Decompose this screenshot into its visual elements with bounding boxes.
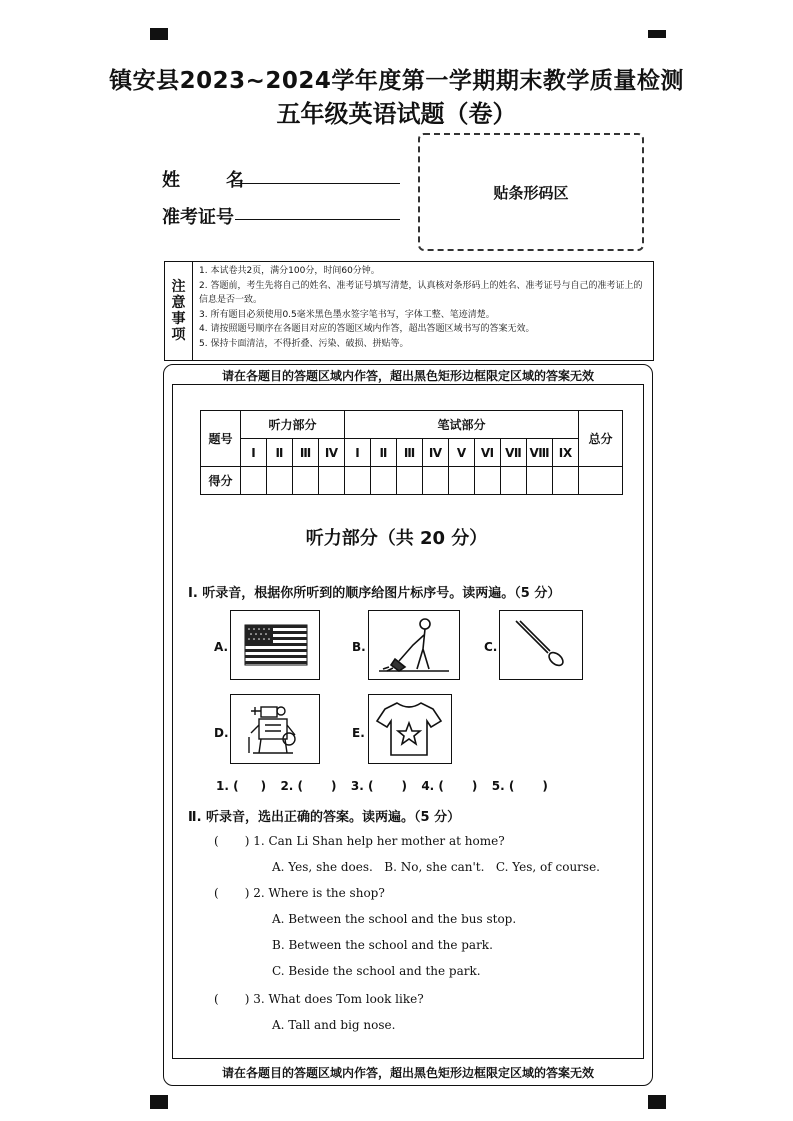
- spoon-icon: [499, 610, 583, 680]
- row-header-score: 得分: [201, 467, 241, 495]
- score-cell[interactable]: [553, 467, 579, 495]
- score-cell[interactable]: [293, 467, 319, 495]
- blank-5[interactable]: [492, 779, 548, 793]
- paren-open: (: [214, 886, 219, 900]
- score-cell[interactable]: [319, 467, 345, 495]
- q2-item-2: [214, 886, 634, 900]
- blank-open: 4. (: [421, 779, 444, 793]
- notes-heading-char: 事: [171, 311, 186, 327]
- listening-col: Ⅲ: [293, 439, 319, 467]
- writing-col: Ⅶ: [501, 439, 527, 467]
- answer-paren[interactable]: [214, 992, 249, 1006]
- writing-col: Ⅳ: [423, 439, 449, 467]
- robot-cooking-icon: [230, 694, 320, 764]
- name-label: 姓 名: [162, 170, 258, 191]
- blank-open: 2. (: [280, 779, 304, 793]
- answer-paren[interactable]: [214, 886, 249, 900]
- notes-heading-char: 意: [171, 295, 186, 311]
- paren-open: (: [214, 992, 219, 1006]
- barcode-area: [418, 133, 644, 251]
- paren-open: (: [214, 834, 219, 848]
- note-item: 5. 保持卡面清洁，不得折叠、污染、破损、拼贴等。: [199, 338, 409, 349]
- score-table: [200, 410, 623, 495]
- blank-close: ): [401, 779, 407, 793]
- notes-list: [199, 264, 649, 351]
- blank-open: 1. (: [216, 779, 239, 793]
- question-text: 1. Can Li Shan help her mother at home?: [253, 834, 505, 848]
- blank-close: ): [331, 779, 337, 793]
- barcode-label: 贴条形码区: [493, 183, 569, 202]
- notes-heading-char: 项: [171, 327, 186, 343]
- writing-col: Ⅷ: [527, 439, 553, 467]
- exam-title: 镇安县2023~2024学年度第一学期期末教学质量检测: [109, 68, 684, 94]
- listening-col: Ⅳ: [319, 439, 345, 467]
- q2-item-3: [214, 992, 634, 1006]
- corner-mark-top-right: [648, 30, 666, 38]
- corner-mark-top-left: [150, 28, 168, 40]
- score-cell[interactable]: [371, 467, 397, 495]
- blank-4[interactable]: [421, 779, 477, 793]
- sweeping-boy-icon: [368, 610, 460, 680]
- q2-item-2-option-b: B. Between the school and the park.: [272, 938, 493, 952]
- blank-2[interactable]: [280, 779, 336, 793]
- tshirt-star-icon: [368, 694, 452, 764]
- note-item: 2. 答题前，考生先将自己的姓名、准考证号填写清楚，认真核对条形码上的姓名、准考证号与自己的准考证上的信息是否一致。: [199, 280, 643, 305]
- corner-mark-bottom-left: [150, 1095, 168, 1109]
- q2-item-1-options: A. Yes, she does. B. No, she can't. C. Yes, of course.: [272, 860, 600, 874]
- writing-col: Ⅴ: [449, 439, 475, 467]
- notes-heading: [165, 262, 193, 360]
- question-text: 2. Where is the shop?: [253, 886, 385, 900]
- warning-bottom: 请在各题目的答题区域内作答，超出黑色矩形边框限定区域的答案无效: [221, 1066, 594, 1080]
- total-header: 总分: [579, 411, 623, 467]
- score-cell[interactable]: [579, 467, 623, 495]
- writing-col: Ⅲ: [397, 439, 423, 467]
- name-field[interactable]: [235, 182, 400, 184]
- score-cell[interactable]: [449, 467, 475, 495]
- listening-section-title: 听力部分（共 20 分）: [305, 528, 488, 549]
- pic-label-a: A.: [214, 640, 229, 654]
- note-item: 1. 本试卷共2页，满分100分，时间60分钟。: [199, 266, 380, 276]
- note-item: 3. 所有题目必须使用0.5毫米黑色墨水签字笔书写，字体工整、笔迹清楚。: [199, 309, 495, 320]
- score-cell[interactable]: [241, 467, 267, 495]
- warning-top: 请在各题目的答题区域内作答，超出黑色矩形边框限定区域的答案无效: [221, 369, 594, 383]
- blank-open: 3. (: [350, 779, 374, 793]
- paren-close: ): [244, 992, 250, 1006]
- writing-group-header: 笔试部分: [345, 411, 579, 439]
- score-cell[interactable]: [527, 467, 553, 495]
- q2-item-2-option-a: A. Between the school and the bus stop.: [272, 912, 517, 926]
- listening-group-header: 听力部分: [241, 411, 345, 439]
- writing-col: Ⅸ: [553, 439, 579, 467]
- corner-mark-bottom-right: [648, 1095, 666, 1109]
- notes-heading-char: 注: [171, 279, 186, 295]
- exam-subtitle: 五年级英语试题（卷）: [276, 100, 517, 128]
- score-cell[interactable]: [345, 467, 371, 495]
- note-item: 4. 请按照题号顺序在各题目对应的答题区域内作答，超出答题区域书写的答案无效。: [199, 324, 535, 334]
- score-cell[interactable]: [501, 467, 527, 495]
- score-cell[interactable]: [423, 467, 449, 495]
- writing-col: Ⅱ: [371, 439, 397, 467]
- q2-title: Ⅱ. 听录音，选出正确的答案。读两遍。（5 分）: [188, 810, 461, 825]
- blank-open: 5. (: [491, 779, 515, 793]
- paren-close: ): [244, 886, 250, 900]
- flag-icon: [230, 610, 320, 680]
- q1-answer-row: [216, 779, 596, 793]
- question-text: 3. What does Tom look like?: [253, 992, 424, 1006]
- q2-item-3-option-a: A. Tall and big nose.: [272, 1018, 396, 1032]
- score-cell[interactable]: [475, 467, 501, 495]
- pic-label-e: E.: [352, 726, 365, 740]
- blank-close: ): [471, 779, 478, 793]
- score-cell[interactable]: [397, 467, 423, 495]
- q2-item-2-option-c: C. Beside the school and the park.: [272, 964, 481, 978]
- writing-col: Ⅵ: [475, 439, 501, 467]
- pic-label-c: C.: [484, 640, 498, 654]
- answer-paren[interactable]: [214, 834, 249, 848]
- blank-1[interactable]: [216, 779, 266, 793]
- score-cell[interactable]: [267, 467, 293, 495]
- writing-col: Ⅰ: [345, 439, 371, 467]
- q2-item-1: [214, 834, 634, 848]
- exam-id-label: 准考证号: [162, 207, 234, 228]
- col-header-no: 题号: [201, 411, 241, 467]
- notes-box: [164, 261, 654, 361]
- pic-label-b: B.: [352, 640, 366, 654]
- blank-3[interactable]: [351, 779, 407, 793]
- listening-col: Ⅰ: [241, 439, 267, 467]
- exam-id-field[interactable]: [235, 218, 400, 220]
- blank-close: ): [542, 779, 548, 793]
- q1-title: Ⅰ. 听录音，根据你所听到的顺序给图片标序号。读两遍。（5 分）: [188, 586, 561, 601]
- blank-close: ): [260, 779, 267, 793]
- listening-col: Ⅱ: [267, 439, 293, 467]
- paren-close: ): [244, 834, 250, 848]
- pic-label-d: D.: [214, 726, 229, 740]
